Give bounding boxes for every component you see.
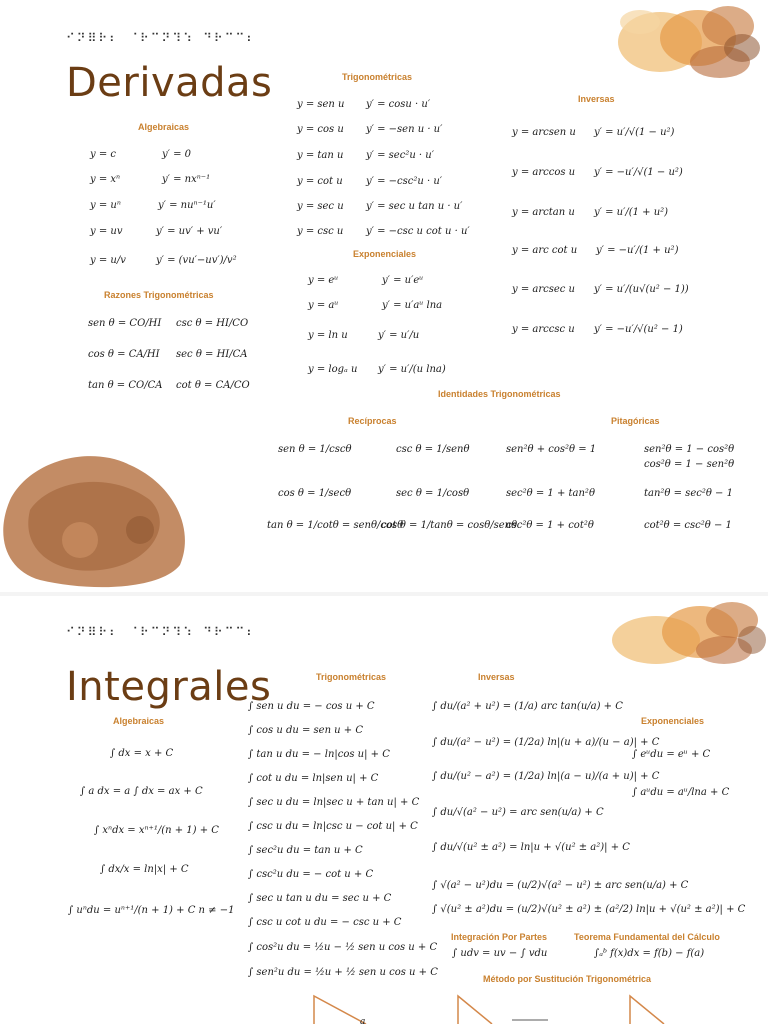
integral-formula: ∫ cot u du = ln|sen u| + C	[248, 773, 379, 784]
integral-formula: ∫ csc u du = ln|csc u − cot u| + C	[248, 821, 418, 832]
integral-formula: ∫ du/(u² − a²) = (1/2a) ln|(a − u)/(a + u)| + C	[432, 771, 660, 782]
formula-right: cot θ = 1/tanθ = cosθ/senθ	[381, 520, 518, 531]
formula-left: cos θ = CA/HI	[88, 349, 160, 360]
triangle-diagram-3	[624, 994, 704, 1024]
formula-left: y = arc cot u	[512, 245, 578, 256]
integral-formula: ∫ sec u tan u du = sec u + C	[248, 893, 392, 904]
formula-right: y′ = u′/(u√(u² − 1))	[594, 284, 689, 295]
formula-left: sen²θ + cos²θ = 1	[506, 444, 597, 455]
formula-left: y = arccsc u	[512, 324, 575, 335]
formula-right: y′ = 0	[162, 149, 192, 160]
sustitucion-heading: Método por Sustitución Trigonométrica	[483, 974, 652, 984]
formula-left: cos θ = 1/secθ	[278, 488, 352, 499]
integral-formula: ∫ eᵘdu = eᵘ + C	[632, 749, 711, 760]
derivadas-inversas-heading: Inversas	[578, 94, 615, 104]
formula-right: csc θ = 1/senθ	[396, 444, 470, 455]
formula-left: y = xⁿ	[90, 174, 121, 185]
integral-formula: ∫ aᵘdu = aᵘ/lna + C	[632, 787, 730, 798]
formula-right: y′ = u′aᵘ lna	[382, 300, 443, 311]
formula-left: sen θ = CO/HI	[88, 318, 162, 329]
formula-right: y′ = cosu · u′	[366, 99, 431, 110]
razones-heading: Razones Trigonométricas	[104, 290, 214, 300]
formula-left: tan θ = 1/cotθ = senθ/cosθ	[267, 520, 404, 531]
formula-left: y = sec u	[297, 201, 344, 212]
formula-left: csc²θ = 1 + cot²θ	[506, 520, 594, 531]
formula-left: y = cot u	[297, 176, 343, 187]
formula-left: y = arcsen u	[512, 127, 576, 138]
formula-right: cot²θ = csc²θ − 1	[644, 520, 732, 531]
formula-right: y′ = (vu′−uv′)/v²	[156, 255, 237, 266]
integral-formula: ∫ du/√(a² − u²) = arc sen(u/a) + C	[432, 807, 604, 818]
page-separator	[0, 592, 768, 596]
formula-left: y = logₐ u	[308, 364, 358, 375]
integral-formula: ∫ xⁿdx = xⁿ⁺¹/(n + 1) + C	[94, 825, 219, 836]
integral-formula: ∫ du/(a² − u²) = (1/2a) ln|(u + a)/(u − a)| + C	[432, 737, 660, 748]
formula-left: sec²θ = 1 + tan²θ	[506, 488, 595, 499]
watercolor-splash-bottom	[604, 596, 768, 670]
partes-heading: Integración Por Partes	[451, 932, 548, 942]
formula-left: y = arctan u	[512, 207, 575, 218]
integrales-algebraicas-heading: Algebraicas	[113, 716, 165, 726]
formula-left: y = u/v	[90, 255, 126, 266]
formula-right-2: cos²θ = 1 − sen²θ	[644, 459, 735, 470]
formula-right: y′ = −csc²u · u′	[366, 176, 443, 187]
formula-left: y = ln u	[308, 330, 348, 341]
integral-formula: ∫ dx/x = ln|x| + C	[100, 864, 189, 875]
formula-right: y′ = sec u tan u · u′	[366, 201, 463, 212]
integral-formula: ∫ √(u² ± a²)du = (u/2)√(u² ± a²) ± (a²/2) ln|u + √(u² ± a²)| + C	[432, 904, 746, 915]
integrales-exp-heading: Exponenciales	[641, 716, 705, 726]
formula-right: y′ = u′/(1 + u²)	[594, 207, 669, 218]
integral-formula: ∫ √(a² − u²)du = (u/2)√(a² − u²) ± arc sen(u/a) + C	[432, 880, 689, 891]
formula-right: y′ = −csc u cot u · u′	[366, 226, 470, 237]
formula-right: sec θ = HI/CA	[176, 349, 248, 360]
formula-right: y′ = nuⁿ⁻¹u′	[158, 200, 216, 211]
formula-right: sec θ = 1/cosθ	[396, 488, 470, 499]
braille-header-top: ⠊⠝⠿⠗⠆ ⠈⠗⠉⠝⠹⠱ ⠙⠗⠉⠉⠆	[66, 31, 258, 45]
teorema-heading: Teorema Fundamental del Cálculo	[574, 932, 720, 942]
formula-left: tan θ = CO/CA	[88, 380, 163, 391]
formula-left: y = c	[90, 149, 116, 160]
teorema-formula: ∫ₐᵇ f(x)dx = f(b) − f(a)	[594, 948, 705, 959]
triangle-label-a: a	[360, 1017, 366, 1027]
integral-formula: ∫ uⁿdu = uⁿ⁺¹/(n + 1) + C n ≠ −1	[68, 905, 235, 916]
integral-formula: ∫ cos²u du = ½u − ½ sen u cos u + C	[248, 942, 438, 953]
derivadas-exp-heading: Exponenciales	[353, 249, 417, 259]
watercolor-splash-top	[600, 0, 768, 92]
formula-right: csc θ = HI/CO	[176, 318, 249, 329]
formula-right: tan²θ = sec²θ − 1	[644, 488, 733, 499]
formula-right: y′ = u′/√(1 − u²)	[594, 127, 675, 138]
formula-left: y = sen u	[297, 99, 345, 110]
integral-formula: ∫ tan u du = − ln|cos u| + C	[248, 749, 390, 760]
integrales-inversas-heading: Inversas	[478, 672, 515, 682]
integral-formula: ∫ du/(a² + u²) = (1/a) arc tan(u/a) + C	[432, 701, 623, 712]
derivadas-trig-heading: Trigonométricas	[342, 72, 413, 82]
integrales-trig-heading: Trigonométricas	[316, 672, 387, 682]
formula-right: y′ = u′eᵘ	[382, 275, 424, 286]
formula-right: y′ = nxⁿ⁻¹	[162, 174, 211, 185]
formula-left: y = csc u	[297, 226, 344, 237]
formula-right: y′ = −u′/(1 + u²)	[596, 245, 679, 256]
integral-formula: ∫ csc²u du = − cot u + C	[248, 869, 374, 880]
integral-formula: ∫ sec²u du = tan u + C	[248, 845, 363, 856]
formula-left: y = aᵘ	[308, 300, 339, 311]
integral-formula: ∫ sen²u du = ½u + ½ sen u cos u + C	[248, 967, 438, 978]
triangle-diagram-1	[306, 994, 386, 1024]
formula-right: y′ = −u′/√(1 − u²)	[594, 167, 683, 178]
identidades-heading: Identidades Trigonométricas	[438, 389, 561, 399]
formula-right: y′ = u′/u	[378, 330, 420, 341]
pitagoricas-heading: Pitagóricas	[611, 416, 660, 426]
integral-formula: ∫ csc u cot u du = − csc u + C	[248, 917, 402, 928]
braille-header-bottom: ⠊⠝⠿⠗⠆ ⠈⠗⠉⠝⠹⠱ ⠙⠗⠉⠉⠆	[66, 625, 258, 639]
integral-formula: ∫ sec u du = ln|sec u + tan u| + C	[248, 797, 420, 808]
formula-left: y = cos u	[297, 124, 344, 135]
formula-left: sen θ = 1/cscθ	[278, 444, 352, 455]
partes-formula: ∫ udv = uv − ∫ vdu	[452, 948, 548, 959]
integral-formula: ∫ sen u du = − cos u + C	[248, 701, 375, 712]
formula-right: y′ = sec²u · u′	[366, 150, 435, 161]
formula-left: y = tan u	[297, 150, 344, 161]
integrales-title: Integrales	[66, 664, 272, 710]
integral-formula: ∫ du/√(u² ± a²) = ln|u + √(u² ± a²)| + C	[432, 842, 630, 853]
formula-right: y′ = u′/(u lna)	[378, 364, 446, 375]
formula-right: y′ = uv′ + vu′	[156, 226, 223, 237]
formula-left: y = uⁿ	[90, 200, 121, 211]
derivadas-title: Derivadas	[66, 60, 273, 106]
reciprocas-heading: Recíprocas	[348, 416, 397, 426]
integral-formula: ∫ a dx = a ∫ dx = ax + C	[80, 786, 203, 797]
formula-left: y = eᵘ	[308, 275, 339, 286]
formula-right: sen²θ = 1 − cos²θ	[644, 444, 735, 455]
integral-formula: ∫ cos u du = sen u + C	[248, 725, 364, 736]
watercolor-splash-left	[0, 440, 200, 592]
triangle-diagram-2	[450, 994, 550, 1024]
formula-right: y′ = −sen u · u′	[366, 124, 443, 135]
formula-left: y = uv	[90, 226, 123, 237]
derivadas-algebraicas-heading: Algebraicas	[138, 122, 190, 132]
formula-left: y = arcsec u	[512, 284, 575, 295]
formula-right: y′ = −u′/√(u² − 1)	[594, 324, 683, 335]
formula-right: cot θ = CA/CO	[176, 380, 250, 391]
integral-formula: ∫ dx = x + C	[110, 748, 174, 759]
formula-left: y = arccos u	[512, 167, 576, 178]
